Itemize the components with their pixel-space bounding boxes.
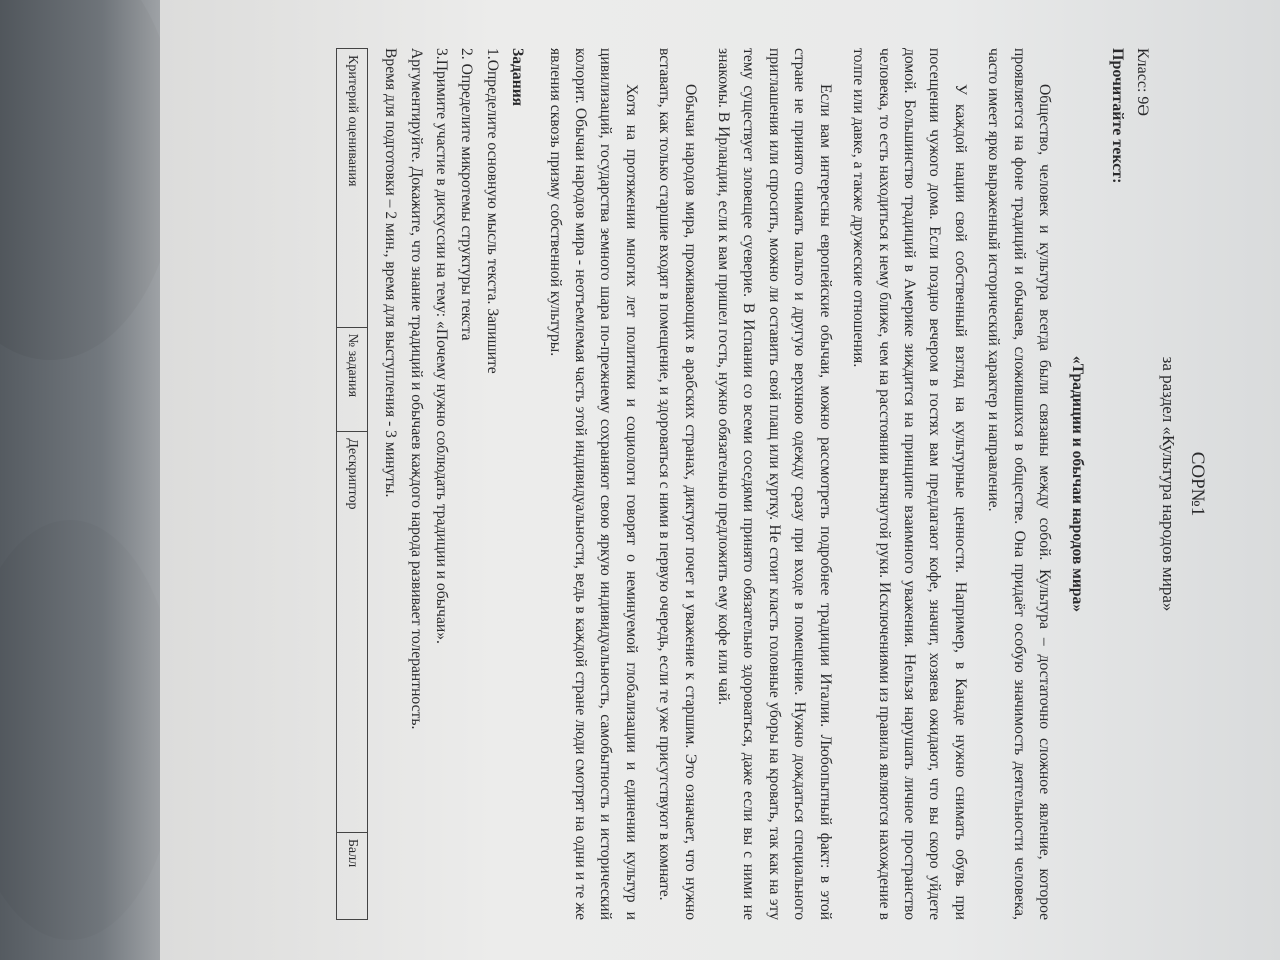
document-title: СОР№1 [1187, 451, 1208, 517]
paragraph-2: У каждой нации свой собственный взгляд на культурные ценности. Например, в Канаде нужно снимать обувь при посещении чужого дома. Если поздно вечером в гостях вам предлагают кофе, значит, хозяева ожидают, что вы скоро уйдете домой. Большинство традиций в Америке зиждится на принципе взаимного уважения. Нельзя нарушать личное пространство человека, то есть находиться к нему ближе, чем на расстоянии вытянутой руки. Исключениями из правила являются нахождение в толпе или давке, а также дружеские отношения. [850, 48, 969, 920]
text-title: «Традиции и обычаи народов мира» [1069, 355, 1087, 613]
task-1: 1.Определите основную мысль текста. Запишите [483, 48, 501, 374]
paragraph-5: Хотя на протяжении многих лет политики и социологи говорят о неминуемой глобализации и единении культур и цивилизаций, государства земного шара по-прежнему сохраняют свою яркую индивидуальность, самобытность и исторический колорит. Обычаи народов мира - неотъемлемая часть этой индивидуальности, ведь в каждой стране люди смотрят на одни и те же явления сквозь призму собственной культуры. [546, 48, 640, 920]
tasks-heading: Задания [509, 48, 527, 107]
table-header-score: Балл [337, 832, 367, 919]
plastic-sleeve-edge [0, 0, 170, 960]
table-header-criterion: Критерий оценивания [337, 49, 367, 328]
document-page [160, 0, 1280, 960]
task-3-argument: Аргументируйте. Докажите, что знание традиций и обычаев каждого народа развивает толерантность. [407, 48, 425, 730]
table-header-row [337, 49, 367, 920]
table-header-task-number: № задания [337, 327, 367, 432]
task-time: Время для подготовки – 2 мин., время для выступления - 3 минуты. [382, 48, 400, 498]
photo-frame [160, 0, 1280, 960]
class-line: Класс: 9Ә [1134, 48, 1152, 116]
task-2: 2. Определите микротемы структуры текста [458, 48, 476, 341]
table-header-descriptor: Дескриптор [337, 432, 367, 833]
task-3: 3.Примите участие в дискуссии на тему: «Почему нужно соблюдать традиции и обычаи». [433, 48, 451, 644]
assessment-table [336, 48, 367, 920]
paragraph-4: Обычаи народов мира, проживающих в арабских странах, диктуют почет и уважение к старшим. Это означает, что нужно вставать, как только старшие входят в помещение, и здороваться с ними в первую очередь, если те уже присутствуют в комнате. [656, 48, 699, 920]
document-subtitle: за раздел «Культура народов мира» [1158, 356, 1178, 612]
paragraph-3: Если вам интересны европейские обычаи, можно рассмотреть подробнее традиции Италии. Любопытный факт: в этой стране не принято снимать пальто и другую верхнюю одежду сразу при входе в помещение. Нужно дождаться специального приглашения или спросить, можно ли оставить свой плащ или куртку. Не стоит класть головные уборы на кровать, так как на эту тему существует зловещее суеверие. В Испании со всеми соседями принято обязательно здороваться, даже если вы с ними не знакомы. В Ирландии, если к вам пришел гость, нужно обязательно предложить ему кофе или чай. [715, 48, 834, 920]
paragraph-1: Общество, человек и культура всегда были связаны между собой. Культура – достаточно сложное явление, которое проявляется на фоне традиций и обычаев, сложившихся в обществе. Она придаёт особую значимость деятельности человека, часто имеет ярко выраженный исторический характер и направление. [985, 48, 1053, 920]
instruction: Прочитайте текст: [1108, 48, 1126, 184]
